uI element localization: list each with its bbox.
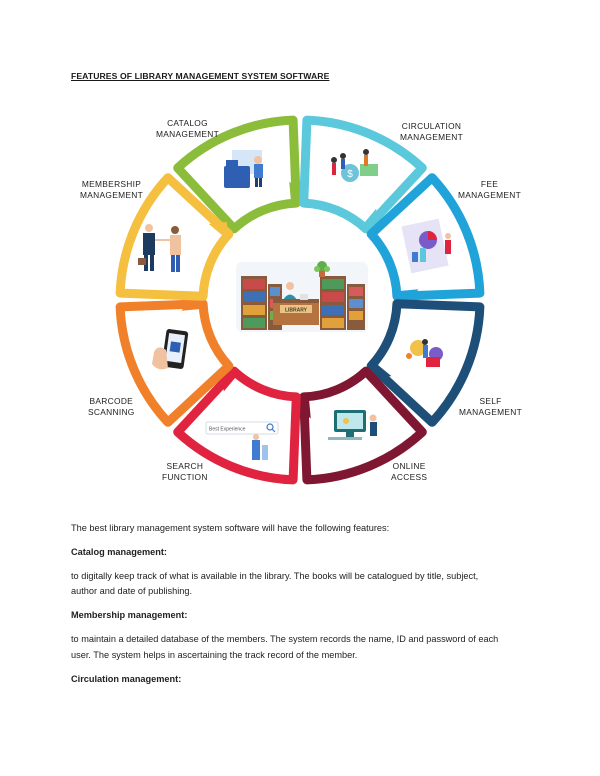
- section-text-membership-line1: to maintain a detailed database of the members. The system records the name, ID and password of each: [71, 634, 499, 644]
- page-title: FEATURES OF LIBRARY MANAGEMENT SYSTEM SOFTWARE: [71, 71, 330, 81]
- search-box-text: Best Experience: [209, 426, 246, 433]
- segment-label-fee: FEE MANAGEMENT: [458, 179, 522, 200]
- library-center-illustration: [236, 261, 368, 332]
- segment-label-search: SEARCH FUNCTION: [162, 461, 208, 482]
- section-text-catalog-line2: author and date of publishing.: [71, 586, 193, 596]
- segment-label-self: SELF MANAGEMENT: [459, 396, 523, 417]
- section-text-catalog-line1: to digitally keep track of what is available in the library. The books will be catalogued by title, subject,: [71, 571, 479, 581]
- left-bookshelf: [241, 276, 267, 330]
- right-bookshelf: [320, 276, 365, 330]
- intro-text: The best library management system software will have the following features:: [71, 523, 390, 533]
- section-heading-membership: Membership management:: [71, 610, 188, 620]
- segment-label-catalog: CATALOG MANAGEMENT: [156, 118, 220, 139]
- segment-label-online: ONLINE ACCESS: [391, 461, 428, 482]
- segment-label-membership: MEMBERSHIP MANAGEMENT: [80, 179, 144, 200]
- library-sign-text: LIBRARY: [284, 307, 308, 314]
- segment-label-circulation: CIRCULATION MANAGEMENT: [400, 121, 464, 142]
- section-heading-circulation: Circulation management:: [71, 674, 182, 684]
- svg-text:$: $: [347, 169, 353, 180]
- section-text-membership-line2: user. The system helps in ascertaining the track record of the member.: [71, 650, 358, 660]
- segment-label-barcode: BARCODE SCANNING: [88, 396, 135, 417]
- section-heading-catalog: Catalog management:: [71, 547, 167, 557]
